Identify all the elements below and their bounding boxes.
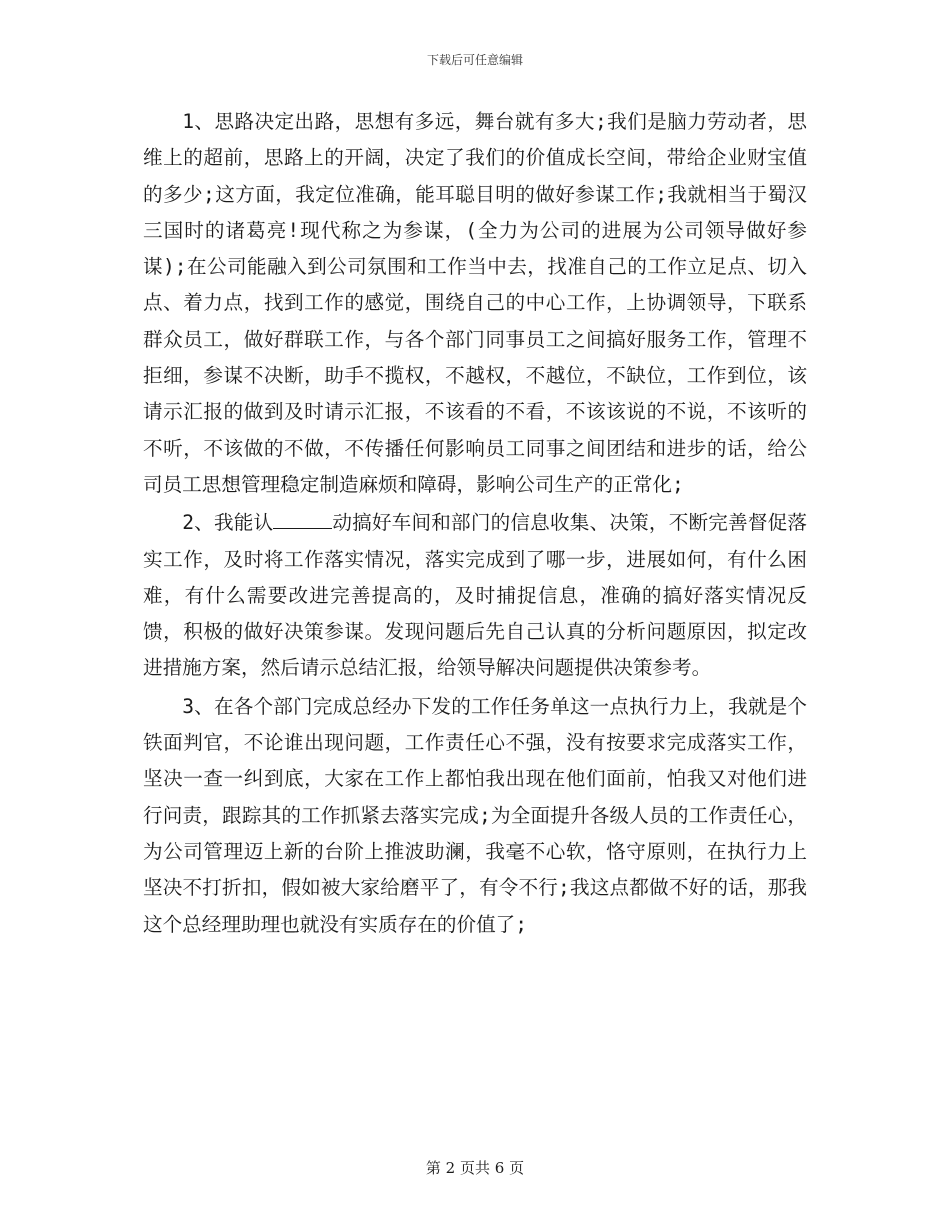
page-header: 下载后可任意编辑 (426, 53, 523, 67)
paragraph-2-rest: 动搞好车间和部门的信息收集、决策，不断完善督促落实工作，及时将工作落实情况，落实完成到了哪一步，进展如何，有什么困难，有什么需要改进完善提高的，及时捕捉信息，准确的搞好落实情况反馈，积极的做好决策参谋。发现问题后先自己认真的分析问题原因，拟定改进措施方案，然后请示总结汇报，给领导解决问题提供决策参考。 (143, 511, 808, 680)
paragraph-3: 3、在各个部门完成总经办下发的工作任务单这一点执行力上，我就是个铁面判官，不论谁出现问题，工作责任心不强，没有按要求完成落实工作，坚决一查一纠到底，大家在工作上都怕我出现在他们面前，怕我又对他们进行问责，跟踪其的工作抓紧去落实完成;为全面提升各级人员的工作责任心，为公司管理迈上新的台阶上推波助澜，我毫不心软，恪守原则，在执行力上坚决不打折扣，假如被大家给磨平了，有令不行;我这点都做不好的话，那我这个总经理助理也就没有实质存在的价值了; (143, 694, 807, 936)
paragraph-2-start: 2、我能认 (182, 511, 274, 535)
paragraph-2 (143, 505, 807, 686)
page-number: 第 2 页共 6 页 (425, 1159, 525, 1177)
document-body (143, 104, 807, 943)
fill-in-blank (273, 511, 332, 530)
paragraph-1: 1、思路决定出路，思想有多远，舞台就有多大;我们是脑力劳动者，思维上的超前，思路上的开阔，决定了我们的价值成长空间，带给企业财宝值的多少;这方面，我定位准确，能耳聪目明的做好参谋工作;我就相当于蜀汉三国时的诸葛亮!现代称之为参谋，(全力为公司的进展为公司领导做好参谋);在公司能融入到公司氛围和工作当中去，找准自己的工作立足点、切入点、着力点，找到工作的感觉，围绕自己的中心工作，上协调领导，下联系群众员工，做好群联工作，与各个部门同事员工之间搞好服务工作，管理不拒细，参谋不决断，助手不揽权，不越权，不越位，不缺位，工作到位，该请示汇报的做到及时请示汇报，不该看的不看，不该该说的不说，不该听的不听，不该做的不做，不传播任何影响员工同事之间团结和进步的话，给公司员工思想管理稳定制造麻烦和障碍，影响公司生产的正常化; (143, 110, 807, 496)
